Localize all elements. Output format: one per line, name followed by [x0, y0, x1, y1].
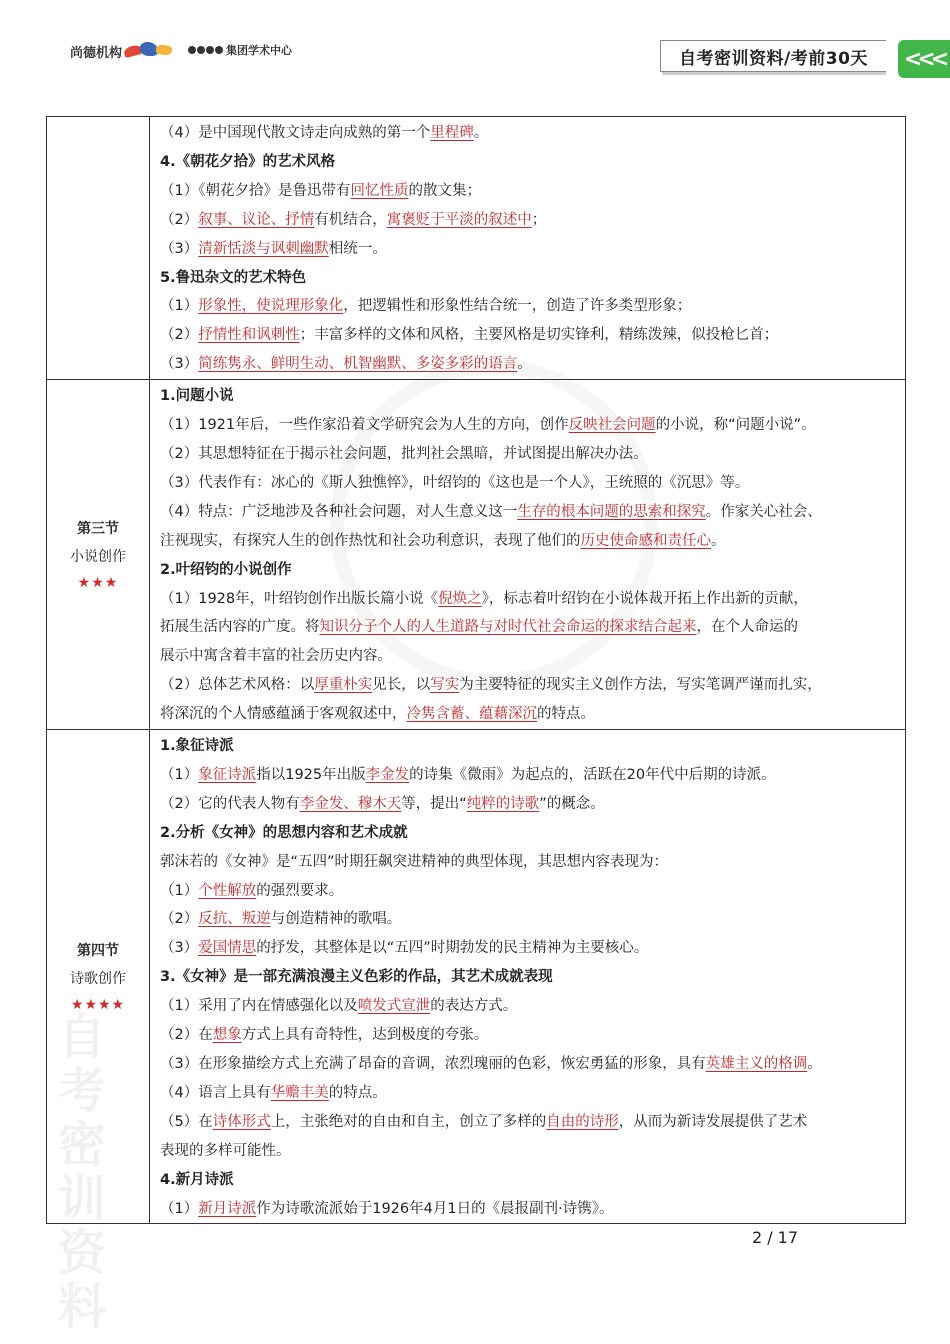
text-segment: （1）1921年后，一些作家沿着文学研究会为人生的方向，创作 — [160, 417, 569, 434]
text-segment: ，把逻辑性和形象性结合统一，创造了许多类型形象； — [343, 298, 692, 315]
text-line — [160, 819, 899, 848]
text-segment: 将深沉的个人情感蕴涵于客观叙述中， — [160, 706, 407, 723]
text-segment: 表现的多样可能性。 — [160, 1142, 291, 1159]
key-term: 象征诗派 — [198, 766, 257, 783]
page-header — [0, 0, 950, 110]
text-segment: 。作家关心社会、 — [705, 503, 822, 520]
text-segment: （3） — [160, 240, 199, 257]
key-term: 寓褒贬于平淡的叙述中 — [386, 211, 532, 228]
brand-logo-icon — [124, 38, 176, 60]
subheading: 5.鲁迅杂文的艺术特色 — [160, 269, 307, 286]
text-segment: 的特点。 — [537, 706, 595, 723]
text-segment: 指以1925年出版 — [256, 766, 366, 783]
key-term: 简练隽永、鲜明生动、机智幽默、多姿多彩的语言 — [198, 356, 518, 373]
key-term: 想象 — [212, 1027, 242, 1044]
subheading: 3.《女神》是一部充满浪漫主义色彩的作品，其艺术成就表现 — [160, 969, 553, 986]
chevrons-icon: <<< — [898, 40, 950, 78]
content-table — [46, 116, 906, 1224]
text-segment: （2） — [160, 327, 199, 344]
text-line — [160, 1050, 899, 1079]
subheading: 1.问题小说 — [160, 388, 234, 405]
text-segment: 》，标志着叶绍钧在小说体裁开拓上作出新的贡献， — [481, 590, 808, 607]
key-term: 知识分子个人的人生道路与对时代社会命运的探求结合起来 — [319, 619, 697, 636]
subheading: 2.分析《女神》的思想内容和艺术成就 — [160, 824, 408, 841]
text-segment: （5）在 — [160, 1113, 213, 1130]
subheading: 2.叶绍钧的小说创作 — [160, 561, 292, 578]
text-segment: 等，提出“ — [401, 795, 467, 812]
key-term: 抒情性和讽刺性 — [198, 327, 300, 344]
key-term: 新月诗派 — [198, 1200, 257, 1217]
page-number: 2 / 17 — [751, 1228, 799, 1247]
key-term: 华赡丰美 — [270, 1084, 329, 1101]
text-segment: （3）代表作有：冰心的《斯人独憔悴》，叶绍钧的《这也是一个人》，王统照的《沉思》等。 — [160, 474, 750, 491]
text-line — [160, 350, 899, 379]
section-cell — [47, 117, 150, 380]
key-term: 写实 — [430, 677, 460, 694]
section-stars: ★★★ — [77, 574, 119, 591]
text-line — [160, 700, 899, 729]
subheading: 1.象征诗派 — [160, 738, 234, 755]
text-line — [160, 585, 899, 614]
section-body — [150, 730, 906, 1224]
text-line — [160, 177, 899, 206]
key-term: 叙事、议论、抒情 — [198, 211, 315, 228]
section-name: 诗歌创作 — [70, 970, 126, 987]
text-line — [160, 292, 899, 321]
text-line — [160, 469, 899, 498]
text-segment: （3） — [160, 356, 199, 373]
table-row — [47, 380, 906, 730]
text-segment: （3） — [160, 940, 199, 957]
text-segment: （2）其思想特征在于揭示社会问题，批判社会黑暗，并试图提出解决办法。 — [160, 445, 648, 462]
text-line — [160, 992, 899, 1021]
text-segment: 展示中寓含着丰富的社会历史内容。 — [160, 648, 392, 665]
text-segment: 的散文集； — [408, 182, 481, 199]
text-segment: （2） — [160, 211, 199, 228]
text-segment: 郭沫若的《女神》是“五四”时期狂飙突进精神的典型体现，其思想内容表现为： — [160, 853, 669, 870]
text-segment: 的强烈要求。 — [256, 882, 344, 899]
text-segment: （1）采用了内在情感强化以及 — [160, 998, 358, 1015]
section-stars: ★★★★ — [70, 996, 126, 1013]
document-title: 自考密训资料/考前30天 — [660, 40, 886, 72]
text-segment: 的抒发，其整体是以“五四”时期勃发的民主精神为主要核心。 — [256, 940, 649, 957]
text-line — [160, 148, 899, 177]
key-term: 历史使命感和责任心 — [580, 532, 711, 549]
text-line — [160, 790, 899, 819]
text-line — [160, 877, 899, 906]
key-term: 里程碑 — [430, 125, 474, 141]
text-segment: 见长，以 — [372, 677, 431, 694]
text-segment: ； — [531, 211, 547, 228]
text-line — [160, 527, 899, 556]
text-line — [160, 1079, 899, 1108]
key-term: 回忆性质 — [350, 182, 409, 199]
text-line — [160, 1021, 899, 1050]
text-segment: 有机结合， — [314, 211, 387, 228]
key-term: 生存的根本问题的思索和探究 — [517, 503, 706, 520]
text-line — [160, 382, 899, 411]
text-segment: （1）1928年，叶绍钧创作出版长篇小说《 — [160, 590, 439, 607]
text-segment: （4）语言上具有 — [160, 1084, 271, 1101]
text-segment: 方式上具有奇特性，达到极度的夸张。 — [241, 1027, 489, 1044]
key-term: 诗体形式 — [212, 1113, 271, 1130]
text-segment: （1） — [160, 1200, 199, 1217]
section-name: 小说创作 — [70, 548, 126, 565]
watermark-side-text: 自 考 密 训 资 料 — [57, 1009, 106, 1335]
text-segment: ；丰富多样的文体和风格，主要风格是切实锋利，精练泼辣，似投枪匕首； — [299, 327, 779, 344]
key-term: 冷隽含蓄、蕴藉深沉 — [406, 706, 537, 723]
table-row — [47, 730, 906, 1224]
text-segment: （2）它的代表人物有 — [160, 795, 300, 812]
text-segment: ，在个人命运的 — [696, 619, 798, 636]
subheading: 4.新月诗派 — [160, 1171, 234, 1188]
text-segment: 的诗集《微雨》为起点的，活跃在20年代中后期的诗派。 — [409, 766, 776, 783]
text-line — [160, 1108, 899, 1137]
key-term: 爱国情思 — [198, 940, 257, 957]
text-line — [160, 119, 899, 148]
section-cell — [47, 730, 150, 1224]
key-term: 形象性，使说理形象化 — [198, 298, 344, 315]
text-segment: （1） — [160, 766, 199, 783]
key-term: 李金发、穆木天 — [299, 795, 402, 812]
academic-center-logo — [188, 42, 292, 58]
text-line — [160, 848, 899, 877]
key-term: 反映社会问题 — [568, 417, 656, 434]
text-line — [160, 732, 899, 761]
text-line — [160, 642, 899, 671]
text-line — [160, 761, 899, 790]
text-segment: （1） — [160, 298, 199, 315]
text-line — [160, 235, 899, 264]
key-term: 纯粹的诗歌 — [466, 795, 540, 812]
text-line — [160, 206, 899, 235]
text-segment: 为主要特征的现实主义创作方法，写实笔调严谨而扎实， — [459, 677, 822, 694]
text-line — [160, 1195, 899, 1224]
key-term: 李金发 — [365, 766, 410, 783]
text-segment: 相统一。 — [328, 240, 387, 257]
text-line — [160, 671, 899, 700]
academic-center-icon — [188, 43, 222, 57]
section-body — [150, 380, 906, 730]
text-line — [160, 411, 899, 440]
key-term: 自由的诗形 — [546, 1113, 619, 1130]
text-segment: 。 — [473, 125, 489, 141]
key-term: 厚重朴实 — [314, 677, 373, 694]
key-term: 倪焕之 — [438, 590, 482, 607]
text-segment: 的小说，称“问题小说”。 — [655, 417, 816, 434]
academic-center-text: 集团学术中心 — [226, 44, 292, 57]
text-segment: （1）《朝花夕拾》是鲁迅带有 — [160, 182, 351, 199]
key-term: 喷发式宣泄 — [357, 998, 431, 1015]
text-segment: 。 — [517, 356, 532, 373]
text-segment: （1） — [160, 882, 199, 899]
text-segment: 的特点。 — [328, 1084, 387, 1101]
text-line — [160, 613, 899, 642]
text-segment: （4）特点：广泛地涉及各种社会问题，对人生意义这一 — [160, 503, 518, 520]
section-title: 第三节 — [77, 520, 119, 537]
text-line — [160, 498, 899, 527]
text-segment: 与创造精神的歌唱。 — [270, 911, 402, 928]
section-body — [150, 117, 906, 380]
text-segment: （3）在形象描绘方式上充满了昂奋的音调，浓烈瑰丽的色彩，恢宏勇猛的形象，具有 — [160, 1056, 706, 1072]
text-line — [160, 1166, 899, 1195]
text-segment: （2）总体艺术风格：以 — [160, 677, 315, 694]
text-segment: （2） — [160, 911, 199, 928]
text-segment: ，从而为新诗发展提供了艺术 — [618, 1113, 808, 1130]
key-term: 个性解放 — [198, 882, 257, 899]
text-segment: （4）是中国现代散文诗走向成熟的第一个 — [160, 125, 431, 141]
text-line — [160, 556, 899, 585]
text-line — [160, 440, 899, 469]
section-cell — [47, 380, 150, 730]
text-segment: 的表达方式。 — [430, 998, 518, 1015]
key-term: 反抗、叛逆 — [198, 911, 271, 928]
text-segment: （2）在 — [160, 1027, 213, 1044]
text-segment: 拓展生活内容的广度。将 — [160, 619, 320, 636]
table-row — [47, 117, 906, 380]
text-segment: 。 — [807, 1056, 822, 1072]
key-term: 清新恬淡与讽刺幽默 — [198, 240, 329, 257]
text-segment: 作为诗歌流派始于1926年4月1日的《晨报副刊·诗镌》。 — [256, 1200, 614, 1217]
text-line — [160, 934, 899, 963]
text-segment: 上，主张绝对的自由和自主，创立了多样的 — [270, 1113, 547, 1130]
brand-logo-text: 尚德机构 — [70, 46, 123, 61]
text-segment: 注视现实，有探究人生的创作热忱和社会功利意识，表现了他们的 — [160, 532, 581, 549]
key-term: 英雄主义的格调 — [705, 1056, 808, 1072]
title-underline — [662, 72, 886, 75]
section-title: 第四节 — [77, 942, 119, 959]
text-line — [160, 963, 899, 992]
text-segment: 。 — [711, 532, 726, 549]
text-line — [160, 905, 899, 934]
subheading: 4.《朝花夕拾》的艺术风格 — [160, 153, 336, 170]
text-line — [160, 1137, 899, 1166]
text-segment: ”的概念。 — [539, 795, 605, 812]
text-line — [160, 264, 899, 293]
text-line — [160, 321, 899, 350]
